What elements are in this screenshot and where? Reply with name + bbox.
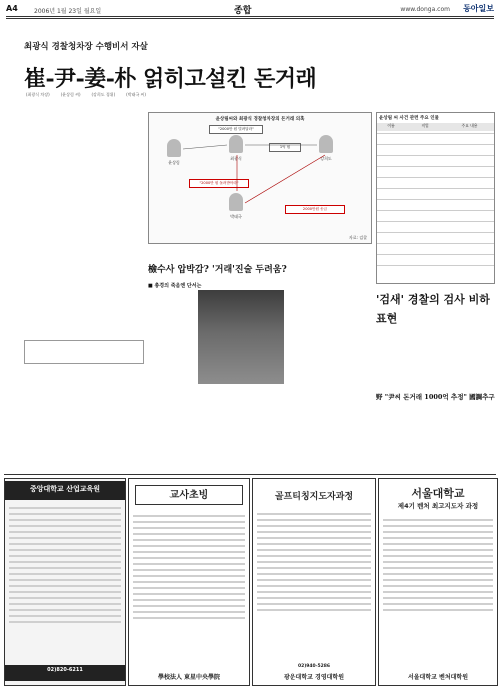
person-name-4: 박태국 [230, 214, 242, 219]
column-text-h [437, 318, 493, 388]
ad-chungang-title: 중앙대학교 산업교육원 [5, 481, 125, 500]
caption-3: (강희도 경위) [91, 92, 116, 97]
relationship-diagram [148, 112, 372, 244]
person-name-1: 윤상림 [168, 160, 180, 165]
caption-2: (윤상림 씨) [60, 92, 81, 97]
table-title: 윤상림 씨 사건 관련 주요 인물 [379, 116, 439, 121]
ad-snu[interactable] [378, 478, 498, 686]
ad-separator [4, 474, 496, 475]
diagram-note-4: 2000만원 송금 [285, 205, 345, 214]
caption-4: (박태국 씨) [126, 92, 146, 97]
diagram-note-1: "2000만 원 빌려달라" [209, 125, 263, 134]
quote-box-text: '검새' 경찰의 검사 비하 표현 [376, 293, 490, 325]
ad-teacher-recruit[interactable] [128, 478, 250, 686]
section-title: 종합 [234, 6, 252, 16]
ad-golf-phone: 02)940-5286 [297, 664, 331, 669]
diagram-title: 윤상림씨와 최광식 경찰청차장의 돈거래 의혹 [215, 117, 305, 122]
ad-teacher-title: 교사초빙 [135, 485, 243, 505]
person-name-3: 강희도 [320, 156, 332, 161]
column-text-a [24, 270, 80, 336]
ad-golf-footer: 광운대학교 경영대학원 [283, 674, 345, 681]
top-rule-thin [6, 18, 494, 19]
ads-band [4, 478, 496, 686]
column-text-b [86, 270, 142, 336]
website-link[interactable]: www.donga.com [400, 6, 450, 13]
table-header [377, 123, 494, 131]
column-text-e [148, 404, 214, 470]
caption-1: (최광식 차장) [26, 92, 50, 97]
ad-snu-footer: 서울대학교 벤처대학원 [407, 674, 469, 681]
ad-snu-body [379, 515, 497, 615]
column-text-j [437, 404, 493, 470]
column-text-f [220, 404, 286, 470]
ad-snu-subtitle: 제4기 벤처 최고지도자 과정 [397, 502, 479, 510]
top-rule [6, 16, 494, 17]
ad-chungang-body [5, 503, 125, 627]
people-table [376, 112, 495, 284]
article-kicker: 최광식 경찰청차장 수행비서 자살 [24, 42, 148, 52]
ad-snu-title: 서울대학교 [411, 487, 465, 500]
quote-box [376, 288, 493, 325]
diagram-note-2: 1억 원 [269, 143, 301, 152]
column-text-d [86, 366, 142, 470]
sub-headline: 檢수사 압박감? '거래'진술 두려움? [148, 265, 287, 275]
left-pullquote-box [24, 340, 144, 364]
column-text-i [376, 404, 432, 470]
issue-date: 2006년 1월 23일 월요일 [34, 8, 102, 15]
ad-chungang[interactable] [4, 478, 126, 686]
table-row [377, 265, 494, 277]
table-header-name: 이름 [387, 123, 395, 128]
ad-chungang-phone: 02)820-6211 [5, 665, 125, 681]
ad-golf-title: 골프티칭지도자과정 [274, 492, 354, 502]
diagram-note-3: "2000만 원 돌려받아라" [189, 179, 249, 188]
diagram-arrows [149, 113, 371, 243]
intro-text [24, 112, 142, 262]
column-text-c [24, 366, 80, 470]
headline-captions [26, 92, 146, 98]
column-text-g [376, 318, 432, 388]
table-header-job: 직업 [421, 123, 429, 128]
ad-teacher-footer: 學校法人 東星中央學院 [157, 674, 221, 681]
table-header-detail: 주요 내용 [461, 123, 478, 128]
person-name-2: 최광식 [230, 156, 242, 161]
diagram-source: 자료: 검찰 [348, 235, 367, 240]
sub-section-title: ■ 총경의 죽음엔 단서는 [148, 283, 202, 289]
newspaper-logo: 동아일보 [463, 3, 494, 13]
news-photo [198, 290, 284, 384]
page-number: A4 [6, 4, 18, 13]
article-headline: 崔-尹-姜-朴 얽히고설킨 돈거래 [24, 66, 317, 92]
ad-golf[interactable] [252, 478, 376, 686]
ad-teacher-body [129, 511, 249, 623]
masthead [6, 2, 494, 16]
bottom-feature-title: 野 "尹씨 돈거래 1000억 추정" 國調추구 [376, 393, 495, 401]
column-text-2 [148, 290, 194, 398]
ad-golf-body [253, 509, 375, 615]
